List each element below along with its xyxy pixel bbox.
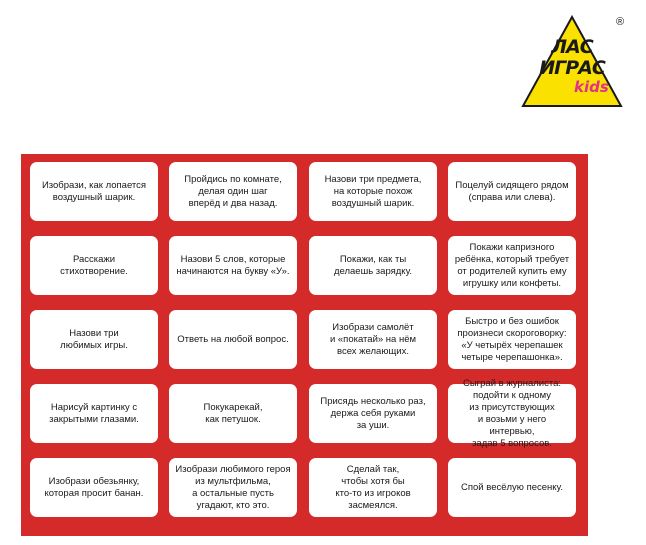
task-card-text: Поцелуй сидящего рядом (справа или слева). <box>455 179 569 203</box>
task-card[interactable] <box>309 384 437 443</box>
task-card[interactable] <box>448 458 576 517</box>
task-card[interactable] <box>30 162 158 221</box>
task-card[interactable] <box>309 310 437 369</box>
task-card[interactable] <box>30 236 158 295</box>
task-card[interactable] <box>448 377 576 449</box>
task-card-text: Изобрази самолёт и «покатай» на нём всех желающих. <box>329 321 417 357</box>
task-card[interactable] <box>169 310 297 369</box>
task-card-text: Назови 5 слов, которые начинаются на букву «У». <box>176 253 290 277</box>
task-card[interactable] <box>30 458 158 517</box>
task-card-text: Ответь на любой вопрос. <box>177 333 289 345</box>
task-card-text: Покукарекай, как петушок. <box>203 401 263 425</box>
task-card-text: Сыграй в журналиста: подойти к одному из присутствующих и возьми у него интервью, задав 5 вопросов. <box>462 377 562 449</box>
task-card[interactable] <box>169 162 297 221</box>
task-card[interactable] <box>169 458 297 517</box>
task-card-text: Расскажи стихотворение. <box>60 253 128 277</box>
task-card-text: Покажи капризного ребёнка, который требует от родителей купить ему игрушку или конфеты. <box>454 241 570 289</box>
logo-text-line2: ИГРАС <box>539 57 605 79</box>
task-card[interactable] <box>448 162 576 221</box>
task-card-text: Присядь несколько раз, держа себя руками за уши. <box>320 395 426 431</box>
task-card-text: Изобрази обезьянку, которая просит банан. <box>44 475 144 499</box>
task-card[interactable] <box>309 162 437 221</box>
registered-mark: ® <box>616 16 625 28</box>
task-card[interactable] <box>309 236 437 295</box>
task-card-text: Спой весёлую песенку. <box>461 481 563 493</box>
task-card-text: Пройдись по комнате, делая один шаг вперёд и два назад. <box>184 173 282 209</box>
task-card[interactable] <box>169 384 297 443</box>
task-card[interactable] <box>448 310 576 369</box>
task-card[interactable] <box>30 384 158 443</box>
task-card-text: Назови три любимых игры. <box>60 327 128 351</box>
logo-kids-text: kids <box>574 78 609 96</box>
task-card[interactable] <box>30 310 158 369</box>
task-card-text: Назови три предмета, на которые похож воздушный шарик. <box>324 173 422 209</box>
task-card-text: Изобрази любимого героя из мультфильма, а остальные пусть угадают, кто это. <box>175 463 291 511</box>
task-card-text: Нарисуй картинку с закрытыми глазами. <box>49 401 139 425</box>
task-card-text: Изобрази, как лопается воздушный шарик. <box>41 179 147 203</box>
task-card[interactable] <box>448 236 576 295</box>
task-card[interactable] <box>309 458 437 517</box>
task-card-text: Покажи, как ты делаешь зарядку. <box>333 253 413 277</box>
task-card-text: Сделай так, чтобы хотя бы кто-то из игроков засмеялся. <box>335 463 411 511</box>
logo-text-line1: ЛАС <box>551 36 593 58</box>
task-card-text: Быстро и без ошибок произнеси скороговорку: «У четырёх черепашек четыре черепашонка». <box>457 315 567 363</box>
card-sheet <box>21 154 588 536</box>
task-card[interactable] <box>169 236 297 295</box>
brand-logo <box>520 14 638 114</box>
